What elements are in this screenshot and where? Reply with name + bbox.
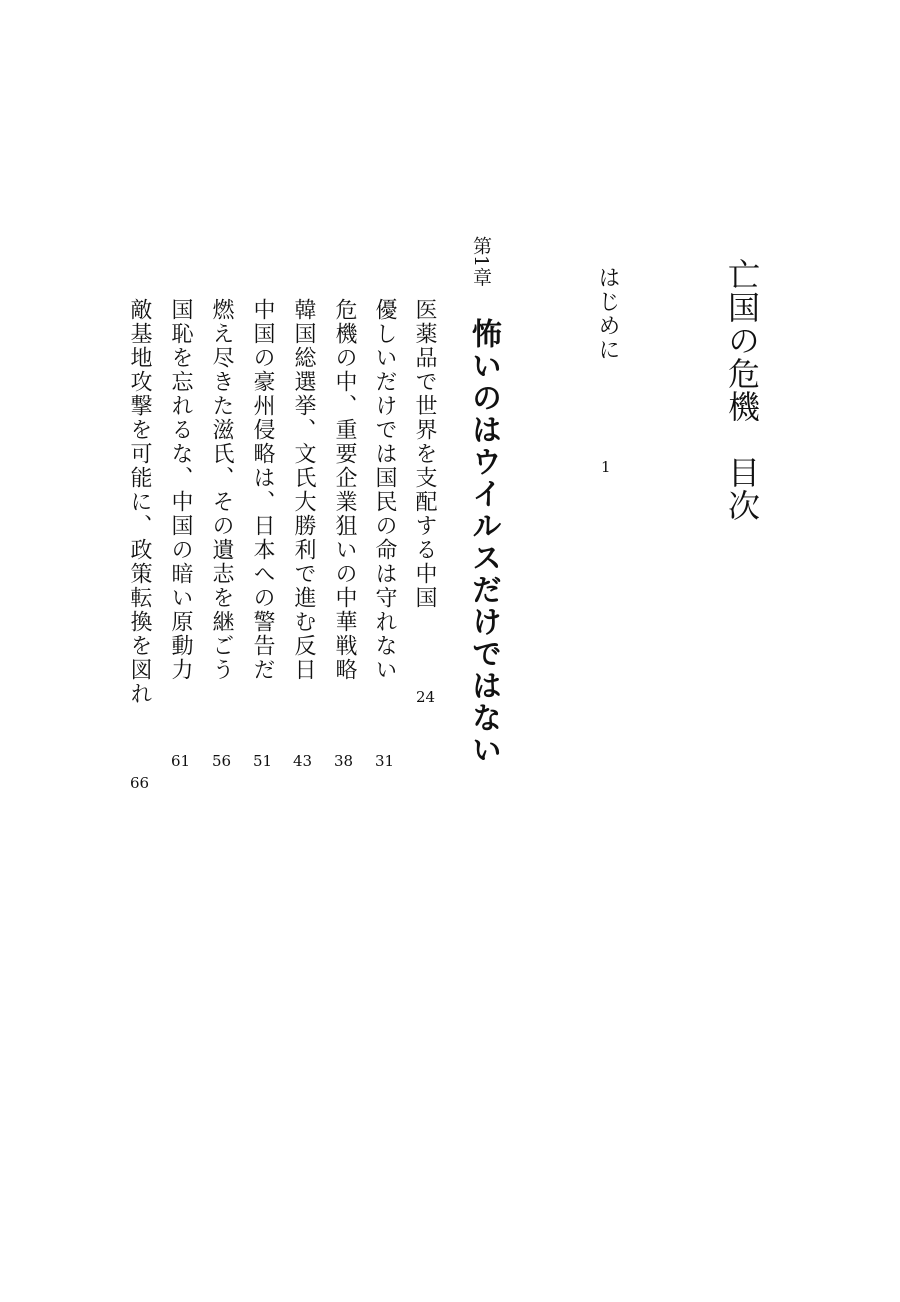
toc-entry[interactable]: 優しいだけでは国民の命は守れない (372, 298, 397, 682)
toc-entry[interactable]: 危機の中、重要企業狙いの中華戦略 (332, 298, 357, 682)
toc-entry-page: 61 (171, 752, 191, 770)
toc-intro-label[interactable]: はじめに (595, 266, 620, 362)
toc-entry[interactable]: 国恥を忘れるな、中国の暗い原動力 (168, 298, 193, 682)
toc-entry[interactable]: 医薬品で世界を支配する中国 (412, 298, 437, 610)
toc-entry-page: 51 (253, 752, 273, 770)
toc-entry-page: 31 (375, 752, 395, 770)
toc-entry-page: 66 (130, 774, 150, 792)
toc-entry[interactable]: 韓国総選挙、文氏大勝利で進む反日 (291, 298, 316, 682)
toc-title: 亡国の危機 目次 (723, 258, 761, 522)
toc-entry-page: 43 (293, 752, 313, 770)
chapter-title[interactable]: 怖いのはウイルスだけではない (466, 318, 501, 766)
toc-entry-page: 56 (212, 752, 232, 770)
toc-entry-page: 24 (416, 688, 436, 706)
toc-entry-page: 38 (334, 752, 354, 770)
toc-intro-page: 1 (601, 458, 611, 476)
toc-entry[interactable]: 燃え尽きた滋氏、その遺志を継ごう (209, 298, 234, 682)
toc-entry[interactable]: 敵基地攻撃を可能に、政策転換を図れ (127, 298, 152, 706)
toc-entry[interactable]: 中国の豪州侵略は、日本への警告だ (250, 298, 275, 682)
chapter-label: 第1章 (470, 236, 492, 287)
